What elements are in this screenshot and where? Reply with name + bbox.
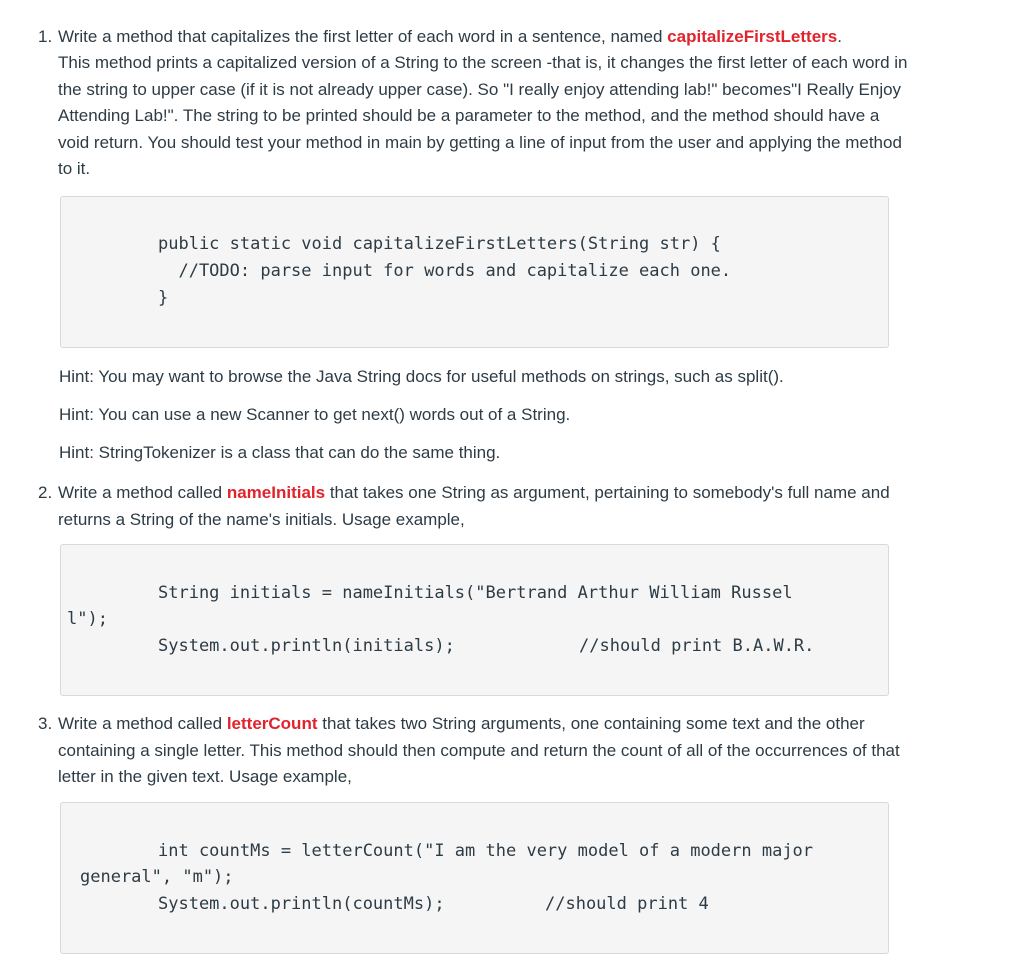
code-line: l"); [67,609,108,629]
question-2-text-after: that takes one String as argument, pertaining to somebody's full name and returns a String of the name's initials. Usage example, [58,483,890,529]
hint-scanner: Hint: You can use a new Scanner to get next() words out of a String. [59,405,571,424]
question-1-body: This method prints a capitalized version of a String to the screen -that is, it changes the first letter of each word in the string to upper case (if it is not already upper case). So "I really enjoy attending lab!" becomes"I Really Enjoy Attending Lab!". The string to be printed should be a parameter to the method, and the method should have a void return. You should test your method in main by getting a line of input from the user and applying the method to it. [58,53,908,178]
question-1-text-after: . [837,27,842,46]
code-comment: //should print B.A.W.R. [579,636,815,656]
question-1-method-name: capitalizeFirstLetters [667,27,838,46]
code-line: System.out.println(initials); [158,636,455,656]
code-block-2 [60,544,889,696]
question-3-method-name: letterCount [226,714,318,733]
code-line: //TODO: parse input for words and capitalize each one. [158,261,732,281]
question-1-prompt [58,24,908,51]
code-line: int countMs = letterCount("I am the very model of a modern major [158,841,814,861]
hint-split: Hint: You may want to browse the Java String docs for useful methods on strings, such as split(). [59,367,784,386]
question-3-number: 3. [38,714,53,733]
code-line: general", "m"); [80,867,234,887]
question-2-prompt [58,480,908,533]
code-line: } [158,288,169,308]
code-line: System.out.println(countMs); [158,894,445,914]
code-block-1 [60,196,889,348]
code-line: public static void capitalizeFirstLetters(String str) { [158,234,721,254]
question-1-text-before: Write a method that capitalizes the first letter of each word in a sentence, named [58,27,668,46]
question-3-text-after: that takes two String arguments, one containing some text and the other containing a single letter. This method should then compute and return the count of all of the occurrences of that letter in the given text. Usage example, [58,714,900,786]
code-comment: //should print 4 [545,894,709,914]
question-2-text-before: Write a method called [58,483,227,502]
hint-stringtokenizer: Hint: StringTokenizer is a class that can do the same thing. [59,443,501,462]
question-2-method-name: nameInitials [226,483,326,502]
code-block-3 [60,802,889,954]
question-3-prompt [58,711,908,791]
code-line: String initials = nameInitials("Bertrand Arthur William Russel [158,583,793,603]
question-1-number: 1. [38,27,53,46]
question-2-number: 2. [38,483,53,502]
question-3-text-before: Write a method called [58,714,227,733]
